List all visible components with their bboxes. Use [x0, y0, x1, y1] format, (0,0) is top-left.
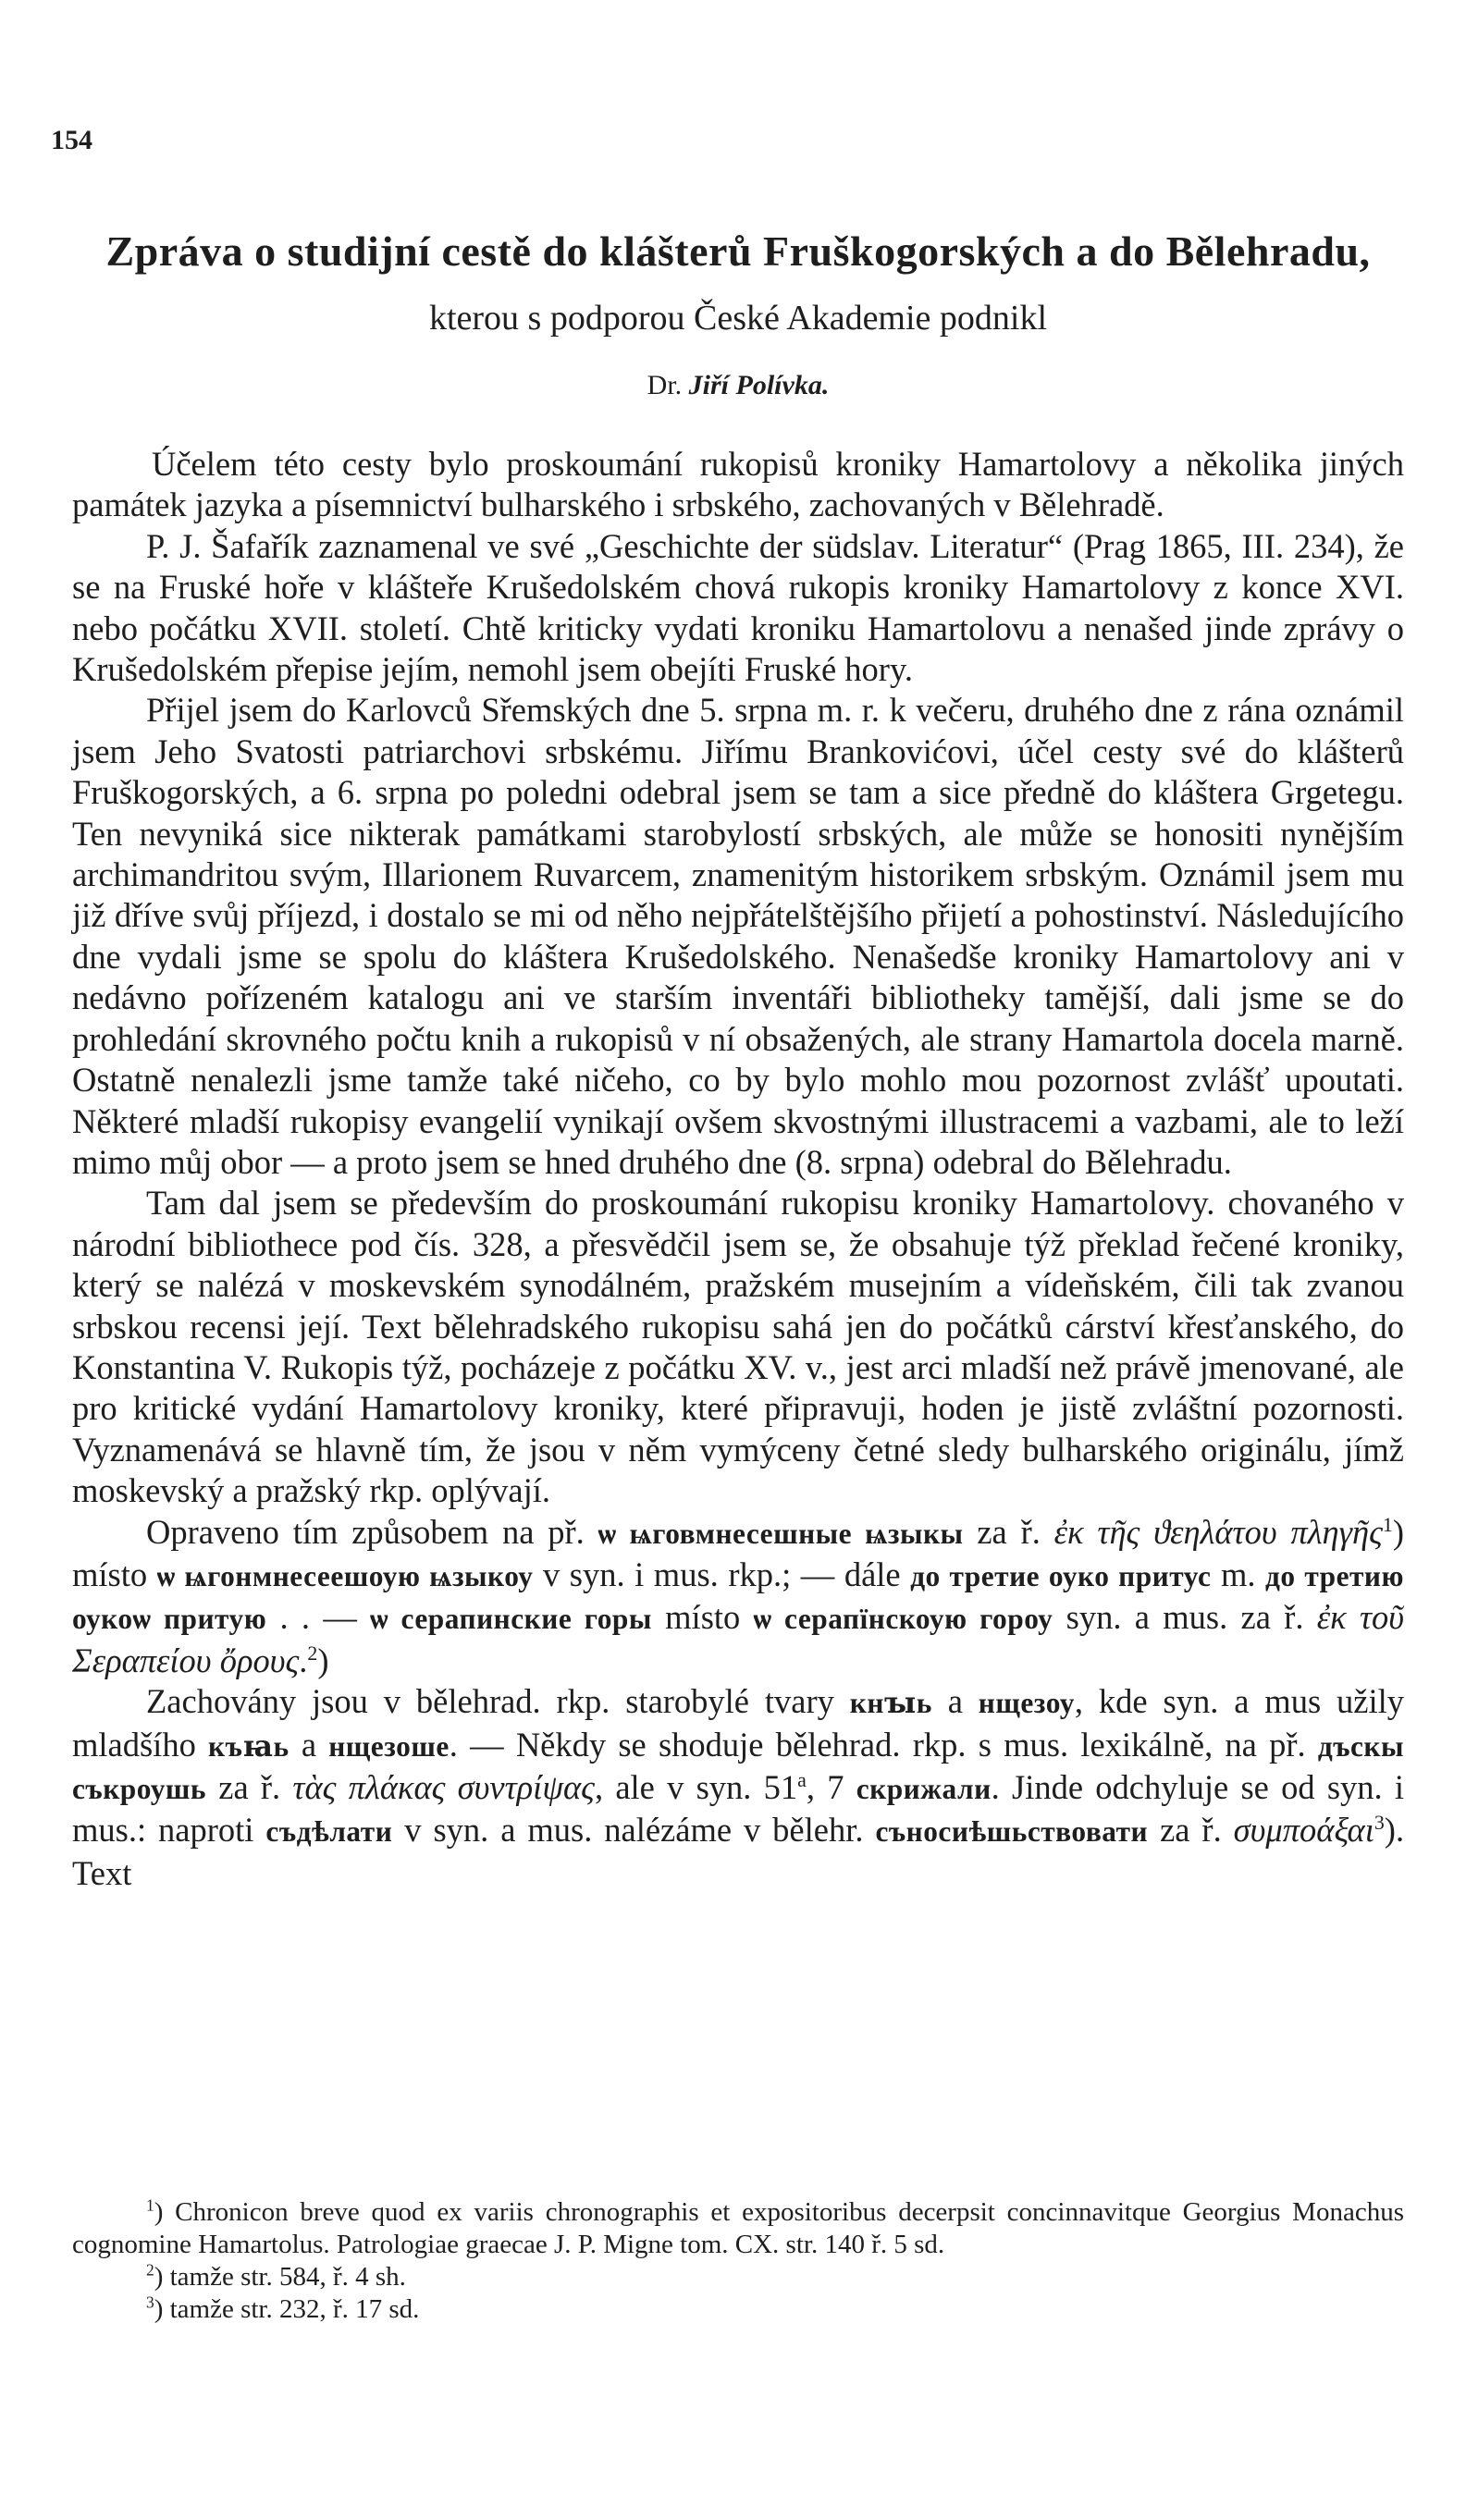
p5-text-b: za ř. [977, 1512, 1041, 1551]
p5-text-g: místo [665, 1598, 741, 1637]
p5-cyrillic-6: ѡ серапїнскоую гороу [753, 1603, 1053, 1636]
p6-superscript-a: a [797, 1767, 807, 1791]
footnote-1-mark: 1 [146, 2195, 154, 2215]
paragraph-6 [72, 1681, 1404, 1894]
p5-greek-2: ἐκ τοῦ Σεραπείου ὄρους [72, 1598, 1405, 1679]
author-line [72, 370, 1404, 401]
article-subtitle: kterou s podporou České Akademie podnikl [428, 299, 1048, 338]
footnotes [72, 2196, 1404, 2326]
p5-cyrillic-5: ѡ серапинские горы [370, 1603, 652, 1636]
p6-cyrillic-8: съносиѣшьствовати [875, 1815, 1149, 1849]
p6-cyrillic-2: нщезоу [978, 1687, 1075, 1720]
paragraph-3: Přijel jsem do Karlovců Sřemských dne 5. srpna m. r. k večeru, druhého dne z rána oznámil jsem Jeho Svatosti patriarchovi srbskému. Jiřímu Brankovićovi, účel cesty své do klášterů Fruškogorských, a 6. srpna po poledni odebral jsem se tam a sice předně do kláštera Grgetegu. Ten nevyniká sice nikterak památkami starobylostí srbských, ale může se honositi nynějším archimandritou svým, Illarionem Ruvarcem, znamenitým historikem srbským. Oznámil jsem mu již dříve svůj příjezd, i dostalo se mi od něho nejpřátelštějšího přijetí a pohostinství. Následujícího dne vydali jsme se spolu do kláštera Krušedolského. Nenašedše kroniky Hamartolovy ani v nedávno pořízeném katalogu ani ve starším inventáři bibliotheky tamější, dali jsme se do prohledání skrovného počtu knih a rukopisů v ní obsažených, ale strany Hamartola docela marně. Ostatně nenalezli jsme tamže také ničeho, co by bylo mohlo mou pozornost zvlášť upoutati. Některé mladší rukopisy evangelií vynikají ovšem skvostnými illustracemi a vazbami, ale to leží mimo můj obor — a proto jsem se hned druhého dne (8. srpna) odebral do Bělehradu. [72, 691, 1404, 1181]
footnote-3-text: ) tamže str. 232, ř. 17 sd. [154, 2294, 420, 2324]
paragraph-1: Účelem této cesty bylo proskoumání rukopisů kroniky Hamartolovy a několika jiných památek jazyka a písemnictví bulharského i srbského, zachovaných v Bělehradě. [72, 445, 1404, 524]
p5-text-c: místo [72, 1555, 148, 1593]
author-name: Jiří Polívka. [688, 370, 830, 400]
p5-text-e: m. [1220, 1555, 1256, 1593]
p6-cyrillic-4: нщезоше [328, 1729, 450, 1763]
p5-cyrillic-2: ѡ ѩгонмнесеешоую ѩзыкоу [156, 1559, 534, 1592]
footnote-ref-3: 3 [1374, 1811, 1385, 1835]
footnote-1 [72, 2196, 1404, 2261]
p6-text-f: za ř. [218, 1768, 281, 1806]
p6-text-j: v syn. a mus. nalézáme v bělehr. [404, 1811, 864, 1850]
footnote-ref-2: 2 [307, 1641, 318, 1665]
p6-greek-2: συμποάξαι [1233, 1811, 1374, 1850]
p6-cyrillic-7: съдѣлати [265, 1815, 393, 1849]
p5-greek-1: ἐκ τῆς ϑεηλάτου πληγῆς [1053, 1512, 1383, 1551]
p5-cyrillic-3: до третие оуко притус [910, 1559, 1212, 1592]
p6-text-k: za ř. [1160, 1811, 1222, 1850]
p5-text-f: . . — [279, 1598, 357, 1637]
footnote-1-text: ) Chronicon breve quod ex variis chronographis et expositoribus decerpsit concinnavitque Georgius Monachus cognomine Hamartolus. Patrologiae graecae J. P. Migne tom. CX. str. 140 ř. 5 sd. [72, 2197, 1404, 2259]
p6-text-l: ). Text [72, 1811, 1405, 1892]
p6-text-b: a [947, 1682, 963, 1721]
page-number: 154 [51, 125, 92, 155]
p5-cyrillic-4: до третию оукоѡ притую [72, 1559, 1404, 1636]
p5-text-i: ) [317, 1641, 329, 1679]
p6-cyrillic-5: дъскы съкроушь [72, 1729, 1405, 1805]
p5-text-h: syn. a mus. za ř. [1066, 1598, 1304, 1637]
article-body [72, 444, 1404, 1894]
p5-text-d: v syn. i mus. rkp.; — dále [542, 1555, 901, 1593]
p6-cyrillic-1: кнꙑь [849, 1687, 932, 1720]
p6-text-e: . — Někdy se shoduje bělehrad. rkp. s mus. lexikálně, na př. [449, 1725, 1306, 1764]
p6-text-d: a [301, 1725, 317, 1764]
p6-text-g: , ale v syn. 51 [594, 1768, 798, 1806]
footnote-ref-1: 1 [1382, 1512, 1393, 1536]
p6-cyrillic-3: къꙗь [208, 1729, 290, 1763]
p6-cyrillic-6: скрижали [856, 1773, 992, 1805]
p5-text-a: Opraveno tím způsobem na př. [146, 1512, 585, 1551]
paragraph-5: Opraveno tím způsobem na př. ѡ ѩговмнесешные ѩзыкы za ř. ἐκ τῆς ϑεηλάτου πληγῆς$^1$) místo ѡ ѩгонмнесеешоую ѩзыкоу v syn. i mus. rkp.; — dále до третие оуко притус m. до третию оукоѡ притую . . — ѡ серапинские горы místo ѡ серапїнскоую гороу syn. a mus. za ř. ἐκ τοῦ Σεραπείου ὄρους.$^2$) [72, 1512, 1405, 1679]
p5-cyrillic-1: ѡ ѩговмнесешные ѩзыкы [597, 1517, 964, 1550]
author-prefix: Dr. [647, 370, 683, 400]
footnote-3-mark: 3 [146, 2293, 154, 2312]
p6-text-i: . Jinde odchyluje se od syn. i mus.: naproti [72, 1768, 1405, 1850]
footnote-2-text: ) tamže str. 584, ř. 4 sh. [154, 2262, 406, 2292]
footnote-3 [72, 2293, 1404, 2326]
paragraph-4: Tam dal jsem se především do proskoumání rukopisu kroniky Hamartolovy. chovaného v národní bibliothece pod čís. 328, a přesvědčil jsem se, že obsahuje týž překlad řečené kroniky, který se nalézá v moskevském synodálném, pražském musejním a vídeňském, čili tak zvanou srbskou recensi její. Text bělehradského rukopisu sahá jen do počátků cárství křesťanského, do Konstantina V. Rukopis týž, pocházeje z počátku XV. v., jest arci mladší než právě jmenované, ale pro kritické vydání Hamartolovy kroniky, které připravuji, hoden je jistě zvláštní pozornosti. Vyznamenává se hlavně tím, že jsou v něm vymýceny četné sledy bulharského originálu, jímž moskevský a pražský rkp. oplývají. [72, 1184, 1404, 1510]
p6-greek-1: τὰς πλάκας συντρίψας [292, 1768, 595, 1806]
footnote-2 [72, 2261, 1404, 2293]
p6-text-h: , 7 [806, 1768, 844, 1806]
footnote-2-mark: 2 [146, 2260, 154, 2280]
article-title: Zpráva o studijní cestě do klášterů Fruškogorských a do Bělehradu, [105, 227, 1371, 275]
p6-text-c: , kde syn. a mus užily mladšího [72, 1682, 1405, 1764]
p6-text-a: Zachovány jsou v bělehrad. rkp. starobylé tvary [146, 1682, 834, 1721]
paragraph-2: P. J. Šafařík zaznamenal ve své „Geschichte der südslav. Literatur“ (Prag 1865, III. 234), že se na Fruské hoře v klášteře Krušedolském chová rukopis kroniky Hamartolovy z konce XVI. nebo počátku XVII. století. Chtě kriticky vydati kroniku Hamartolovu a nenašed jinde zprávy o Krušedolském přepise jejím, nemohl jsem obejíti Fruské hory. [72, 526, 1404, 689]
